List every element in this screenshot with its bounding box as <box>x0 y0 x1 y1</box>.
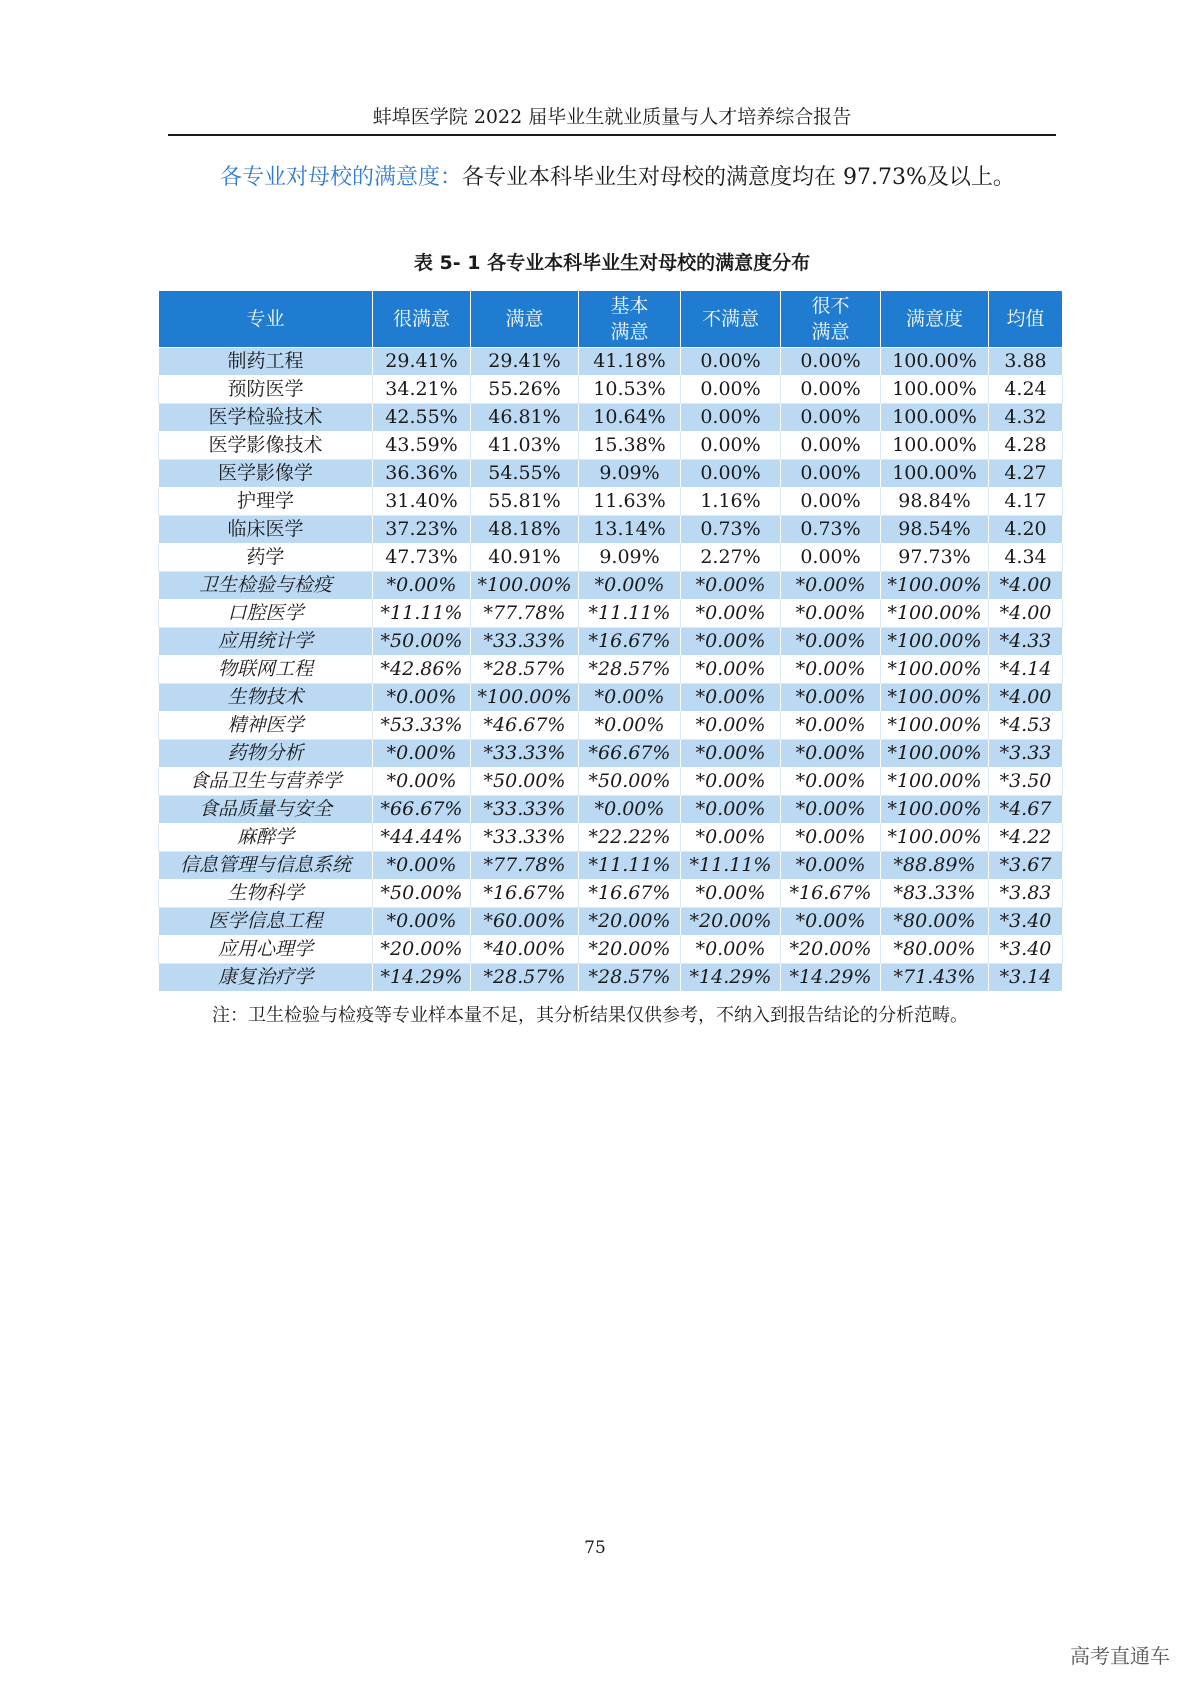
major-name-cell: 医学影像学 <box>159 460 373 488</box>
value-cell: 0.00% <box>681 460 781 488</box>
table-row <box>159 572 1063 600</box>
value-cell: 13.14% <box>579 516 681 544</box>
value-cell: 4.32 <box>989 404 1063 432</box>
value-cell: *3.50 <box>989 768 1063 796</box>
value-cell: *0.00% <box>579 796 681 824</box>
value-cell: *3.40 <box>989 936 1063 964</box>
value-cell: *100.00% <box>471 684 579 712</box>
value-cell: *4.14 <box>989 656 1063 684</box>
major-name-cell: 临床医学 <box>159 516 373 544</box>
value-cell: *33.33% <box>471 628 579 656</box>
value-cell: *20.00% <box>579 936 681 964</box>
value-cell: 0.00% <box>781 460 881 488</box>
value-cell: *100.00% <box>881 712 989 740</box>
value-cell: 0.00% <box>681 432 781 460</box>
value-cell: *100.00% <box>881 572 989 600</box>
value-cell: *16.67% <box>579 628 681 656</box>
satisfaction-table <box>158 290 1063 992</box>
value-cell: *0.00% <box>681 656 781 684</box>
major-name-cell: 物联网工程 <box>159 656 373 684</box>
value-cell: 4.28 <box>989 432 1063 460</box>
value-cell: 0.00% <box>781 404 881 432</box>
value-cell: *100.00% <box>881 628 989 656</box>
value-cell: 4.24 <box>989 376 1063 404</box>
value-cell: *4.53 <box>989 712 1063 740</box>
value-cell: *16.67% <box>471 880 579 908</box>
table-row <box>159 628 1063 656</box>
major-name-cell: 预防医学 <box>159 376 373 404</box>
value-cell: *3.40 <box>989 908 1063 936</box>
major-name-cell: 口腔医学 <box>159 600 373 628</box>
value-cell: 0.00% <box>681 404 781 432</box>
value-cell: *0.00% <box>373 852 471 880</box>
value-cell: *88.89% <box>881 852 989 880</box>
value-cell: 0.00% <box>781 488 881 516</box>
value-cell: *4.33 <box>989 628 1063 656</box>
table-row <box>159 768 1063 796</box>
major-name-cell: 制药工程 <box>159 348 373 376</box>
major-name-cell: 医学影像技术 <box>159 432 373 460</box>
value-cell: 3.88 <box>989 348 1063 376</box>
table-row <box>159 712 1063 740</box>
table-row <box>159 908 1063 936</box>
table-row <box>159 376 1063 404</box>
value-cell: *0.00% <box>781 852 881 880</box>
major-name-cell: 药物分析 <box>159 740 373 768</box>
major-name-cell: 麻醉学 <box>159 824 373 852</box>
value-cell: *20.00% <box>579 908 681 936</box>
table-row <box>159 516 1063 544</box>
value-cell: *0.00% <box>781 628 881 656</box>
value-cell: *44.44% <box>373 824 471 852</box>
value-cell: *0.00% <box>373 572 471 600</box>
running-header: 蚌埠医学院 2022 届毕业生就业质量与人才培养综合报告 <box>168 100 1056 136</box>
value-cell: *3.67 <box>989 852 1063 880</box>
value-cell: *46.67% <box>471 712 579 740</box>
value-cell: *0.00% <box>781 768 881 796</box>
value-cell: 40.91% <box>471 544 579 572</box>
value-cell: *50.00% <box>471 768 579 796</box>
value-cell: *0.00% <box>579 712 681 740</box>
value-cell: *77.78% <box>471 852 579 880</box>
value-cell: 4.34 <box>989 544 1063 572</box>
value-cell: 0.00% <box>781 348 881 376</box>
value-cell: *0.00% <box>781 572 881 600</box>
table-header-row <box>159 291 1063 348</box>
value-cell: 4.27 <box>989 460 1063 488</box>
value-cell: *33.33% <box>471 796 579 824</box>
value-cell: *11.11% <box>579 600 681 628</box>
value-cell: 100.00% <box>881 376 989 404</box>
value-cell: *100.00% <box>471 572 579 600</box>
value-cell: 100.00% <box>881 460 989 488</box>
value-cell: 9.09% <box>579 544 681 572</box>
value-cell: *4.00 <box>989 572 1063 600</box>
table-row <box>159 880 1063 908</box>
value-cell: *22.22% <box>579 824 681 852</box>
watermark-text: 高考直通车 <box>1070 1644 1170 1668</box>
value-cell: *100.00% <box>881 600 989 628</box>
major-name-cell: 医学信息工程 <box>159 908 373 936</box>
value-cell: 9.09% <box>579 460 681 488</box>
value-cell: *0.00% <box>781 824 881 852</box>
value-cell: *80.00% <box>881 936 989 964</box>
value-cell: 54.55% <box>471 460 579 488</box>
major-name-cell: 食品质量与安全 <box>159 796 373 824</box>
table-row <box>159 460 1063 488</box>
value-cell: *4.00 <box>989 684 1063 712</box>
value-cell: *0.00% <box>681 768 781 796</box>
value-cell: *100.00% <box>881 824 989 852</box>
value-cell: *20.00% <box>681 908 781 936</box>
value-cell: 100.00% <box>881 432 989 460</box>
table-caption: 表 5- 1 各专业本科毕业生对母校的满意度分布 <box>413 252 811 274</box>
value-cell: *50.00% <box>579 768 681 796</box>
value-cell: 4.17 <box>989 488 1063 516</box>
header-major: 专业 <box>159 291 373 348</box>
header-very-satisfied: 很满意 <box>373 291 471 348</box>
value-cell: *0.00% <box>681 936 781 964</box>
value-cell: *28.57% <box>471 656 579 684</box>
value-cell: 98.54% <box>881 516 989 544</box>
value-cell: 0.00% <box>781 376 881 404</box>
major-name-cell: 药学 <box>159 544 373 572</box>
table-row <box>159 936 1063 964</box>
value-cell: *0.00% <box>781 740 881 768</box>
header-mean: 均值 <box>989 291 1063 348</box>
value-cell: *100.00% <box>881 684 989 712</box>
value-cell: 29.41% <box>373 348 471 376</box>
value-cell: *0.00% <box>579 684 681 712</box>
value-cell: 37.23% <box>373 516 471 544</box>
value-cell: *71.43% <box>881 964 989 992</box>
table-row <box>159 740 1063 768</box>
value-cell: *0.00% <box>781 796 881 824</box>
value-cell: *50.00% <box>373 880 471 908</box>
value-cell: *0.00% <box>681 600 781 628</box>
value-cell: *0.00% <box>781 684 881 712</box>
value-cell: *0.00% <box>681 880 781 908</box>
table-row <box>159 964 1063 992</box>
major-name-cell: 应用统计学 <box>159 628 373 656</box>
value-cell: 0.00% <box>781 432 881 460</box>
value-cell: *4.67 <box>989 796 1063 824</box>
value-cell: *0.00% <box>681 572 781 600</box>
table-row <box>159 600 1063 628</box>
value-cell: *0.00% <box>781 712 881 740</box>
value-cell: *0.00% <box>373 684 471 712</box>
value-cell: 98.84% <box>881 488 989 516</box>
value-cell: *100.00% <box>881 796 989 824</box>
value-cell: *16.67% <box>579 880 681 908</box>
value-cell: 0.00% <box>681 376 781 404</box>
value-cell: *14.29% <box>781 964 881 992</box>
value-cell: *28.57% <box>579 656 681 684</box>
value-cell: *0.00% <box>681 628 781 656</box>
value-cell: *0.00% <box>681 740 781 768</box>
value-cell: *0.00% <box>373 908 471 936</box>
value-cell: *11.11% <box>579 852 681 880</box>
value-cell: *28.57% <box>579 964 681 992</box>
value-cell: *11.11% <box>681 852 781 880</box>
value-cell: 100.00% <box>881 348 989 376</box>
value-cell: 29.41% <box>471 348 579 376</box>
value-cell: 46.81% <box>471 404 579 432</box>
value-cell: *28.57% <box>471 964 579 992</box>
value-cell: *0.00% <box>681 796 781 824</box>
value-cell: 0.00% <box>781 544 881 572</box>
value-cell: *0.00% <box>681 824 781 852</box>
value-cell: *66.67% <box>579 740 681 768</box>
value-cell: *100.00% <box>881 740 989 768</box>
value-cell: *20.00% <box>373 936 471 964</box>
major-name-cell: 医学检验技术 <box>159 404 373 432</box>
intro-text: 各专业本科毕业生对母校的满意度均在 97.73%及以上。 <box>462 165 1015 190</box>
value-cell: 42.55% <box>373 404 471 432</box>
header-satisfaction-rate: 满意度 <box>881 291 989 348</box>
table-body <box>159 348 1063 992</box>
value-cell: *50.00% <box>373 628 471 656</box>
table-row <box>159 488 1063 516</box>
table-row <box>159 432 1063 460</box>
value-cell: *16.67% <box>781 880 881 908</box>
value-cell: *0.00% <box>579 572 681 600</box>
value-cell: 97.73% <box>881 544 989 572</box>
value-cell: 0.73% <box>681 516 781 544</box>
major-name-cell: 生物技术 <box>159 684 373 712</box>
header-basically-satisfied: 基本满意 <box>579 291 681 348</box>
table-row <box>159 824 1063 852</box>
value-cell: 47.73% <box>373 544 471 572</box>
value-cell: *33.33% <box>471 740 579 768</box>
value-cell: *14.29% <box>681 964 781 992</box>
value-cell: *40.00% <box>471 936 579 964</box>
header-satisfied: 满意 <box>471 291 579 348</box>
value-cell: 43.59% <box>373 432 471 460</box>
value-cell: *83.33% <box>881 880 989 908</box>
value-cell: 4.20 <box>989 516 1063 544</box>
value-cell: *66.67% <box>373 796 471 824</box>
value-cell: 0.00% <box>681 348 781 376</box>
table-row <box>159 404 1063 432</box>
value-cell: 1.16% <box>681 488 781 516</box>
table-row <box>159 348 1063 376</box>
value-cell: 55.81% <box>471 488 579 516</box>
value-cell: *0.00% <box>373 740 471 768</box>
page-number: 75 <box>584 1538 606 1558</box>
value-cell: *33.33% <box>471 824 579 852</box>
value-cell: *3.83 <box>989 880 1063 908</box>
value-cell: 34.21% <box>373 376 471 404</box>
value-cell: *4.00 <box>989 600 1063 628</box>
value-cell: *0.00% <box>781 656 881 684</box>
value-cell: *0.00% <box>781 600 881 628</box>
value-cell: *0.00% <box>681 684 781 712</box>
value-cell: 15.38% <box>579 432 681 460</box>
intro-paragraph <box>168 154 1056 202</box>
table-note: 注：卫生检验与检疫等专业样本量不足，其分析结果仅供参考，不纳入到报告结论的分析范畴。 <box>212 1005 968 1026</box>
value-cell: *42.86% <box>373 656 471 684</box>
major-name-cell: 精神医学 <box>159 712 373 740</box>
value-cell: *14.29% <box>373 964 471 992</box>
value-cell: *0.00% <box>781 908 881 936</box>
major-name-cell: 护理学 <box>159 488 373 516</box>
table-row <box>159 852 1063 880</box>
value-cell: *60.00% <box>471 908 579 936</box>
header-dissatisfied: 不满意 <box>681 291 781 348</box>
value-cell: *11.11% <box>373 600 471 628</box>
intro-lead: 各专业对母校的满意度： <box>220 165 463 190</box>
value-cell: *3.33 <box>989 740 1063 768</box>
value-cell: 2.27% <box>681 544 781 572</box>
value-cell: *100.00% <box>881 656 989 684</box>
value-cell: *3.14 <box>989 964 1063 992</box>
value-cell: 10.64% <box>579 404 681 432</box>
value-cell: 41.03% <box>471 432 579 460</box>
value-cell: 100.00% <box>881 404 989 432</box>
value-cell: 48.18% <box>471 516 579 544</box>
table-row <box>159 796 1063 824</box>
value-cell: 0.73% <box>781 516 881 544</box>
major-name-cell: 生物科学 <box>159 880 373 908</box>
value-cell: 41.18% <box>579 348 681 376</box>
value-cell: 10.53% <box>579 376 681 404</box>
header-very-dissatisfied: 很不满意 <box>781 291 881 348</box>
value-cell: 55.26% <box>471 376 579 404</box>
table-row <box>159 544 1063 572</box>
value-cell: *0.00% <box>373 768 471 796</box>
value-cell: 31.40% <box>373 488 471 516</box>
value-cell: *4.22 <box>989 824 1063 852</box>
value-cell: 11.63% <box>579 488 681 516</box>
table-row <box>159 684 1063 712</box>
value-cell: *0.00% <box>681 712 781 740</box>
major-name-cell: 应用心理学 <box>159 936 373 964</box>
value-cell: *53.33% <box>373 712 471 740</box>
value-cell: *20.00% <box>781 936 881 964</box>
major-name-cell: 信息管理与信息系统 <box>159 852 373 880</box>
table-row <box>159 656 1063 684</box>
value-cell: *80.00% <box>881 908 989 936</box>
value-cell: 36.36% <box>373 460 471 488</box>
major-name-cell: 康复治疗学 <box>159 964 373 992</box>
major-name-cell: 卫生检验与检疫 <box>159 572 373 600</box>
value-cell: *100.00% <box>881 768 989 796</box>
major-name-cell: 食品卫生与营养学 <box>159 768 373 796</box>
value-cell: *77.78% <box>471 600 579 628</box>
